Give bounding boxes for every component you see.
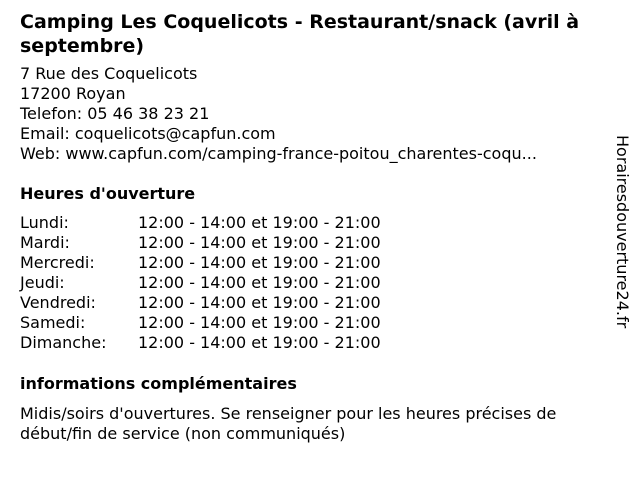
day-label: Mercredi: <box>20 253 95 272</box>
hours-row <box>20 253 440 273</box>
day-label: Mardi: <box>20 233 70 252</box>
phone-line[interactable]: Telefon: 05 46 38 23 21 <box>20 104 210 123</box>
hours-row <box>20 313 440 333</box>
hours-table <box>20 213 440 353</box>
day-times: 12:00 - 14:00 et 19:00 - 21:00 <box>138 313 381 332</box>
hours-heading: Heures d'ouverture <box>20 184 196 203</box>
day-times: 12:00 - 14:00 et 19:00 - 21:00 <box>138 333 381 352</box>
day-label: Lundi: <box>20 213 69 232</box>
day-times: 12:00 - 14:00 et 19:00 - 21:00 <box>138 293 381 312</box>
day-label: Jeudi: <box>20 273 65 292</box>
city-postcode: 17200 Royan <box>20 84 126 103</box>
hours-row <box>20 273 440 293</box>
info-heading: informations complémentaires <box>20 374 297 393</box>
hours-row <box>20 293 440 313</box>
street-address: 7 Rue des Coquelicots <box>20 64 198 83</box>
day-times: 12:00 - 14:00 et 19:00 - 21:00 <box>138 213 381 232</box>
day-times: 12:00 - 14:00 et 19:00 - 21:00 <box>138 273 381 292</box>
info-text: Midis/soirs d'ouvertures. Se renseigner pour les heures précises de début/fin de service (non communiqués) <box>20 404 557 443</box>
day-times: 12:00 - 14:00 et 19:00 - 21:00 <box>138 253 381 272</box>
web-line[interactable]: Web: www.capfun.com/camping-france-poitou_charentes-coqu... <box>20 144 537 163</box>
address-block <box>20 64 620 164</box>
day-label: Dimanche: <box>20 333 107 352</box>
hours-row <box>20 213 440 233</box>
hours-row <box>20 333 440 353</box>
hours-row <box>20 233 440 253</box>
day-times: 12:00 - 14:00 et 19:00 - 21:00 <box>138 233 381 252</box>
day-label: Samedi: <box>20 313 86 332</box>
page-title: Camping Les Coquelicots - Restaurant/snack (avril à septembre) <box>20 11 580 57</box>
day-label: Vendredi: <box>20 293 96 312</box>
site-watermark: Horairesdouverture24.fr <box>613 135 632 329</box>
email-line[interactable]: Email: coquelicots@capfun.com <box>20 124 276 143</box>
